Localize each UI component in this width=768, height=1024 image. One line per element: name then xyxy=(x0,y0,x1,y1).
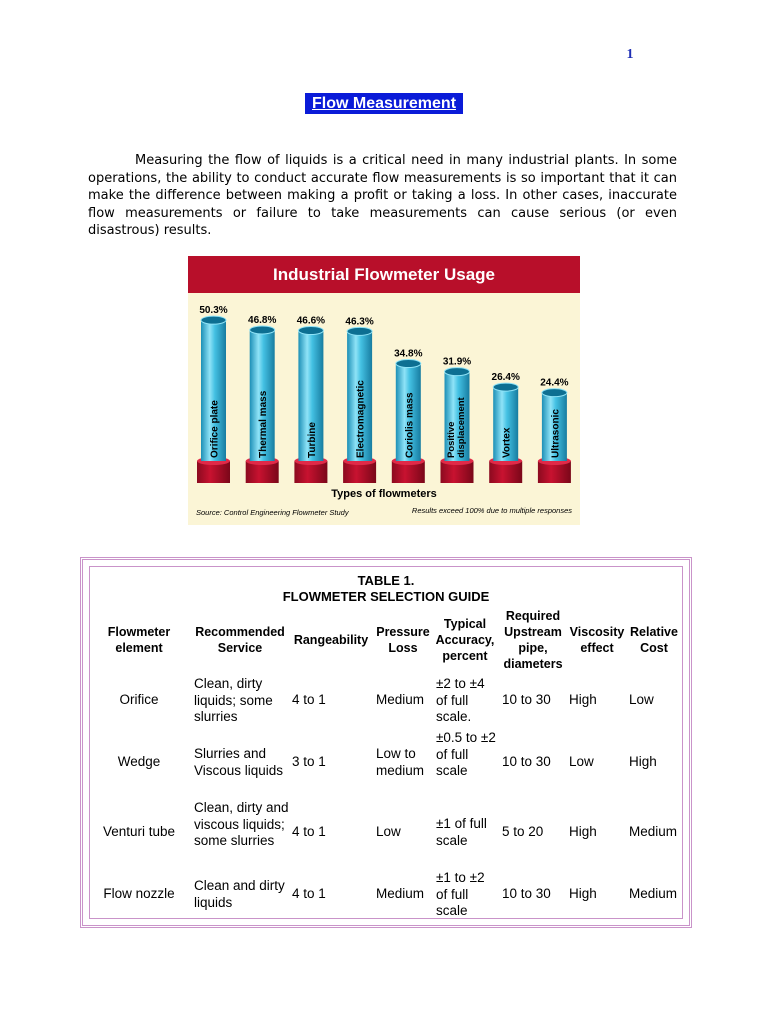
table-cell: 10 to 30 xyxy=(502,754,551,769)
table-cell: 3 to 1 xyxy=(292,754,326,769)
flowmeter-selection-table xyxy=(80,557,692,928)
table-cell: Slurries and Viscous liquids xyxy=(194,746,284,778)
bar-category-label: Thermal mass xyxy=(258,390,270,458)
table-cell: Orifice xyxy=(119,692,159,707)
table-caption: FLOWMETER SELECTION GUIDE xyxy=(282,589,490,604)
chart-title: Industrial Flowmeter Usage xyxy=(273,265,495,284)
table-cell: High xyxy=(569,692,597,707)
table-cell: Low xyxy=(629,692,654,707)
header-pressure-loss: Pressure Loss xyxy=(376,625,430,655)
table-inner-border xyxy=(89,566,683,919)
chart-x-axis-label: Types of flowmeters xyxy=(331,488,437,500)
chart-results-note: Results exceed 100% due to multiple responses xyxy=(411,506,572,515)
header-viscosity-effect: Viscosity effect xyxy=(569,625,625,655)
bar-value-label: 46.8% xyxy=(248,314,277,326)
table-cell: Medium xyxy=(376,886,425,901)
table-cell: 4 to 1 xyxy=(292,886,326,901)
bar-pipe-top xyxy=(201,316,226,324)
flowmeter-usage-chart xyxy=(188,256,580,525)
bar-pipe-top xyxy=(493,383,518,391)
bar-value-label: 46.3% xyxy=(345,316,374,328)
table-cell: Clean, dirty and viscous liquids; some slurries xyxy=(194,800,289,848)
header-flowmeter-element: Flowmeter element xyxy=(107,625,171,655)
table-cell: 10 to 30 xyxy=(502,886,551,901)
bar-category-label: displacement xyxy=(456,397,467,458)
table-cell: ±1 to ±2 of full scale xyxy=(436,870,485,918)
bar-pipe-top xyxy=(250,326,275,334)
table-number: TABLE 1. xyxy=(357,573,415,588)
bar-category-label: Coriolis mass xyxy=(404,392,416,458)
table-cell: Low xyxy=(376,824,401,839)
table-cell: Medium xyxy=(629,824,678,839)
bar-value-label: 31.9% xyxy=(442,356,472,368)
table-cell: Low xyxy=(569,754,594,769)
table-cell: Low to medium xyxy=(376,746,425,778)
page-number: 1 xyxy=(626,47,634,62)
table-cell: Clean and dirty liquids xyxy=(194,878,285,910)
table-cell: Flow nozzle xyxy=(103,886,175,901)
bar-pipe-top xyxy=(347,327,372,335)
bar-category-label: Turbine xyxy=(306,422,318,458)
bar-category-label: Vortex xyxy=(501,427,513,458)
table-cell: Clean, dirty liquids; some slurries xyxy=(194,676,273,724)
bar-value-label: 34.8% xyxy=(394,348,423,360)
bar-category-label: Positive xyxy=(446,421,457,458)
table-cell: High xyxy=(569,824,597,839)
header-required-upstream: Required Upstream pipe, diameters xyxy=(503,609,563,671)
bar-pipe-top xyxy=(396,360,421,368)
chart-source-note: Source: Control Engineering Flowmeter Study xyxy=(196,508,349,517)
table-cell: 5 to 20 xyxy=(502,824,544,839)
table-cell: ±1 of full scale xyxy=(436,816,487,848)
bar-pipe-top xyxy=(445,368,470,376)
table-cell: High xyxy=(569,886,597,901)
table-cell: 10 to 30 xyxy=(502,692,551,707)
table-cell: Wedge xyxy=(117,754,161,769)
chart-plot xyxy=(188,256,580,525)
table-cell: ±2 to ±4 of full scale. xyxy=(436,676,485,724)
table-cell: ±0.5 to ±2 of full scale xyxy=(436,730,496,778)
header-rangeability: Rangeability xyxy=(293,633,369,647)
table-cell: Medium xyxy=(376,692,425,707)
table-cell: 4 to 1 xyxy=(292,824,326,839)
bar-category-label: Orifice plate xyxy=(209,400,221,458)
header-recommended-service: Recommended Service xyxy=(195,625,285,655)
bar-value-label: 50.3% xyxy=(199,305,228,317)
header-typical-accuracy: Typical Accuracy, percent xyxy=(435,617,495,663)
table-title xyxy=(80,573,692,605)
table-cell: High xyxy=(629,754,657,769)
table-cell: Venturi tube xyxy=(102,824,176,839)
bar-category-label: Electromagnetic xyxy=(355,380,367,458)
bar-value-label: 46.6% xyxy=(296,315,326,327)
bar-pipe-top xyxy=(298,327,323,335)
bar-value-label: 26.4% xyxy=(491,372,520,384)
intro-paragraph: Measuring the flow of liquids is a critical need in many industrial plants. In some operations, the ability to conduct accurate flow measurements is so important that it can make the difference between making a profit or taking a loss. In other cases, inaccurate flow measurements or failure to take measurements can cause serious (or even disastrous) results. xyxy=(88,153,677,238)
table-cell: 4 to 1 xyxy=(292,692,326,707)
bar-pipe-top xyxy=(542,389,567,397)
bar-value-label: 24.4% xyxy=(540,377,569,389)
bar-category-label: Ultrasonic xyxy=(550,409,562,458)
header-relative-cost: Relative Cost xyxy=(630,625,678,655)
table-cell: Medium xyxy=(629,886,678,901)
page-title: Flow Measurement xyxy=(305,93,463,114)
